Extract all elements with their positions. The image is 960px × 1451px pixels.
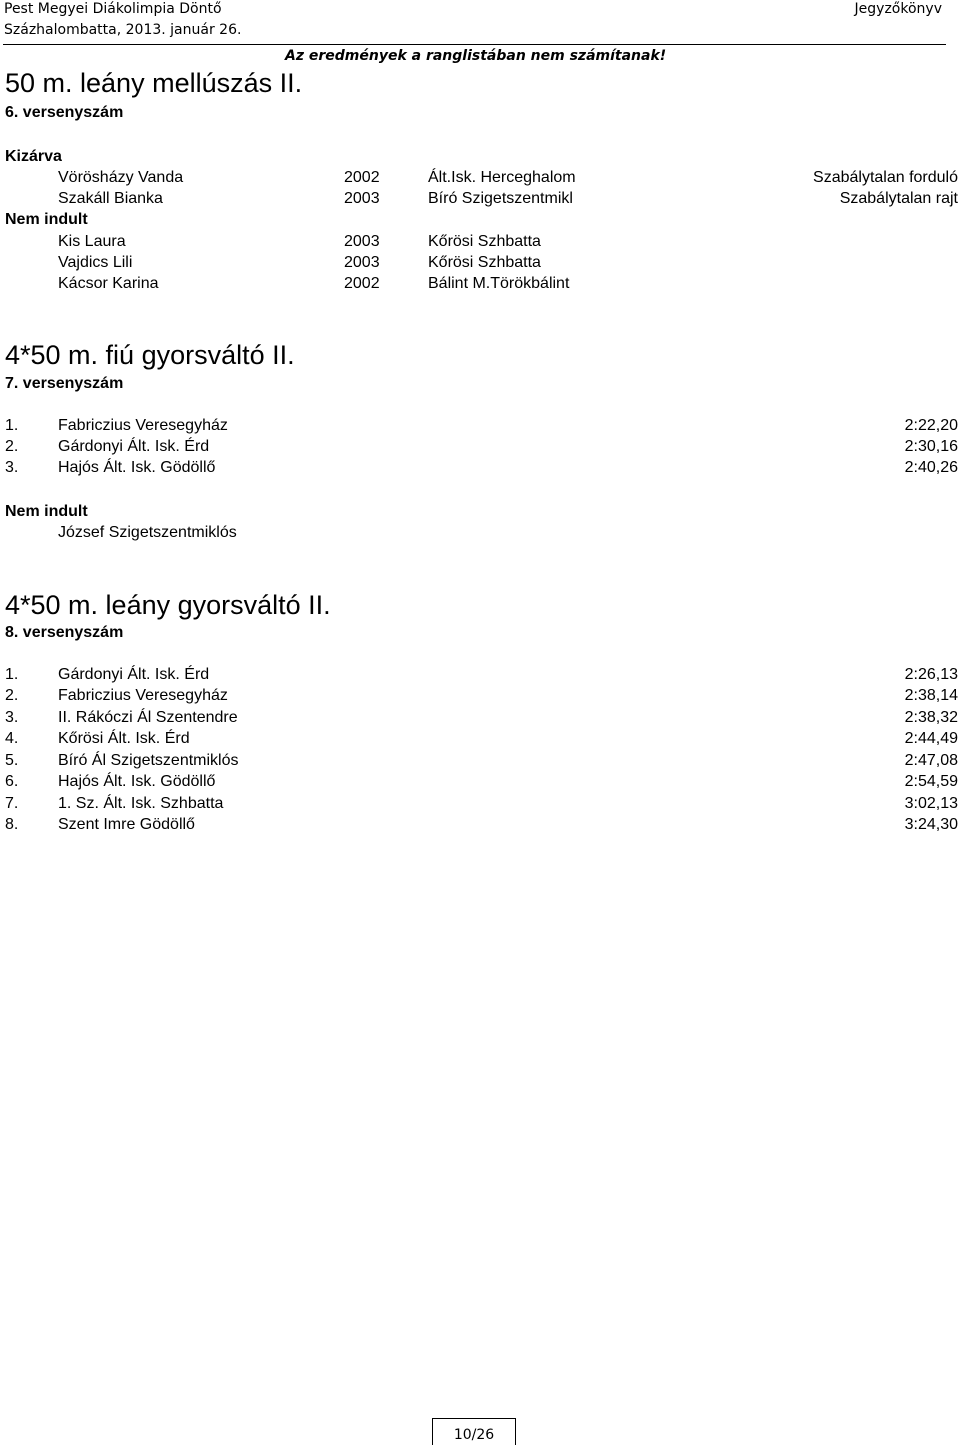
team: II. Rákóczi Ál Szentendre <box>58 709 238 726</box>
team: Kőrösi Ált. Isk. Érd <box>58 730 190 747</box>
section-number: 8. versenyszám <box>5 624 124 641</box>
swimmer-name: Vajdics Lili <box>58 254 133 271</box>
ranking-note: Az eredmények a ranglistában nem számítanak! <box>285 48 667 64</box>
team: Szent Imre Gödöllő <box>58 816 195 833</box>
time: 2:38,14 <box>904 687 958 704</box>
result-row <box>0 666 960 687</box>
swimmer-name: Kácsor Karina <box>58 275 159 292</box>
team: Gárdonyi Ált. Isk. Érd <box>58 666 210 683</box>
group-label-did-not-start: Nem indult <box>5 211 88 228</box>
result-row <box>0 709 960 730</box>
place: 5. <box>5 752 19 769</box>
birth-year: 2003 <box>344 254 380 271</box>
team: Bíró Ál Szigetszentmiklós <box>58 752 239 769</box>
result-row <box>0 459 960 480</box>
birth-year: 2003 <box>344 190 380 207</box>
time: 2:40,26 <box>904 459 958 476</box>
section-title: 4*50 m. leány gyorsváltó II. <box>5 590 331 620</box>
result-row <box>0 816 960 837</box>
place: 2. <box>5 687 19 704</box>
document-type: Jegyzőkönyv <box>854 1 942 17</box>
team: Fabriczius Veresegyház <box>58 417 228 434</box>
event-place-date: Százhalombatta, 2013. január 26. <box>4 22 242 38</box>
result-row <box>0 730 960 751</box>
place: 4. <box>5 730 19 747</box>
school: Kőrösi Szhbatta <box>428 254 541 271</box>
place: 6. <box>5 773 19 790</box>
place: 7. <box>5 795 19 812</box>
place: 2. <box>5 438 19 455</box>
result-row <box>0 190 960 211</box>
time: 3:02,13 <box>904 795 958 812</box>
school: Ált.Isk. Herceghalom <box>428 169 576 186</box>
result-row <box>0 275 960 296</box>
section-number: 7. versenyszám <box>5 375 124 392</box>
school: Kőrösi Szhbatta <box>428 233 541 250</box>
team: Hajós Ált. Isk. Gödöllő <box>58 459 216 476</box>
time: 2:54,59 <box>904 773 958 790</box>
section-title: 4*50 m. fiú gyorsváltó II. <box>5 340 295 370</box>
team: József Szigetszentmiklós <box>58 524 237 541</box>
birth-year: 2003 <box>344 233 380 250</box>
school: Bíró Szigetszentmikl <box>428 190 573 207</box>
team: 1. Sz. Ált. Isk. Szhbatta <box>58 795 224 812</box>
section-number: 6. versenyszám <box>5 104 124 121</box>
birth-year: 2002 <box>344 275 380 292</box>
swimmer-name: Vörösházy Vanda <box>58 169 184 186</box>
result-row <box>0 524 960 545</box>
time: 2:47,08 <box>904 752 958 769</box>
place: 1. <box>5 666 19 683</box>
result-row <box>0 254 960 275</box>
dq-reason: Szabálytalan rajt <box>839 190 958 207</box>
time: 3:24,30 <box>904 816 958 833</box>
result-row <box>0 169 960 190</box>
swimmer-name: Szakáll Bianka <box>58 190 163 207</box>
section-title: 50 m. leány mellúszás II. <box>5 68 303 98</box>
team: Fabriczius Veresegyház <box>58 687 228 704</box>
time: 2:38,32 <box>904 709 958 726</box>
result-row <box>0 773 960 794</box>
place: 1. <box>5 417 19 434</box>
team: Gárdonyi Ált. Isk. Érd <box>58 438 210 455</box>
header-rule <box>3 44 946 45</box>
swimmer-name: Kis Laura <box>58 233 126 250</box>
event-title: Pest Megyei Diákolimpia Döntő <box>4 1 222 17</box>
school: Bálint M.Törökbálint <box>428 275 570 292</box>
result-row <box>0 752 960 773</box>
time: 2:44,49 <box>904 730 958 747</box>
time: 2:26,13 <box>904 666 958 683</box>
result-row <box>0 795 960 816</box>
page-number: 10/26 <box>432 1418 516 1445</box>
result-row <box>0 438 960 459</box>
result-row <box>0 233 960 254</box>
group-label-disqualified: Kizárva <box>5 148 62 165</box>
group-label-did-not-start: Nem indult <box>5 503 88 520</box>
team: Hajós Ált. Isk. Gödöllő <box>58 773 216 790</box>
place: 3. <box>5 709 19 726</box>
result-row <box>0 687 960 708</box>
result-row <box>0 417 960 438</box>
birth-year: 2002 <box>344 169 380 186</box>
time: 2:22,20 <box>904 417 958 434</box>
place: 8. <box>5 816 19 833</box>
dq-reason: Szabálytalan forduló <box>813 169 958 186</box>
time: 2:30,16 <box>904 438 958 455</box>
place: 3. <box>5 459 19 476</box>
